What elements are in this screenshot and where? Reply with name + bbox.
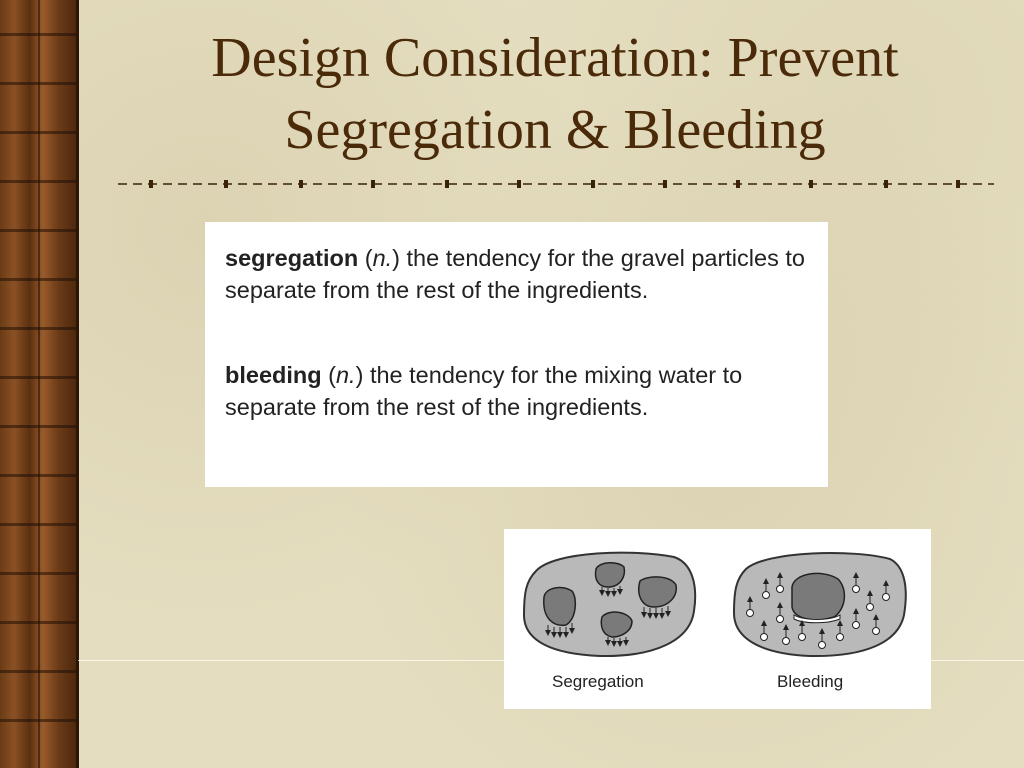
bleeding-aggregate — [792, 573, 844, 619]
pos-segregation: n. — [372, 245, 393, 271]
label-bleeding: Bleeding — [777, 672, 844, 691]
definition-text-bleeding: the tendency for the mixing water to separate from the rest of the ingredients. — [225, 362, 743, 420]
wood-sidebar — [0, 0, 78, 768]
pos-bleeding: n. — [335, 362, 356, 388]
title-divider — [118, 178, 994, 190]
label-segregation: Segregation — [552, 672, 644, 691]
term-segregation: segregation — [225, 245, 359, 271]
definition-bleeding: bleeding (n.) the tendency for the mixing water to separate from the rest of the ingredients. — [225, 362, 743, 420]
segregation-bleeding-figure — [504, 529, 931, 709]
slide-title — [100, 22, 1010, 166]
title-line-1: Design Consideration: Prevent — [211, 27, 899, 89]
definition-segregation: segregation (n.) the tendency for the gravel particles to separate from the rest of the ingredients. — [225, 245, 805, 303]
term-bleeding: bleeding — [225, 362, 322, 388]
sidebar-edge — [76, 0, 79, 768]
definitions-box — [205, 222, 828, 487]
footer-rule — [78, 660, 1024, 661]
definition-text-segregation: the tendency for the gravel particles to separate from the rest of the ingredients. — [225, 245, 805, 303]
title-line-2: Segregation & Bleeding — [284, 99, 826, 161]
figure-illustration — [504, 529, 931, 669]
